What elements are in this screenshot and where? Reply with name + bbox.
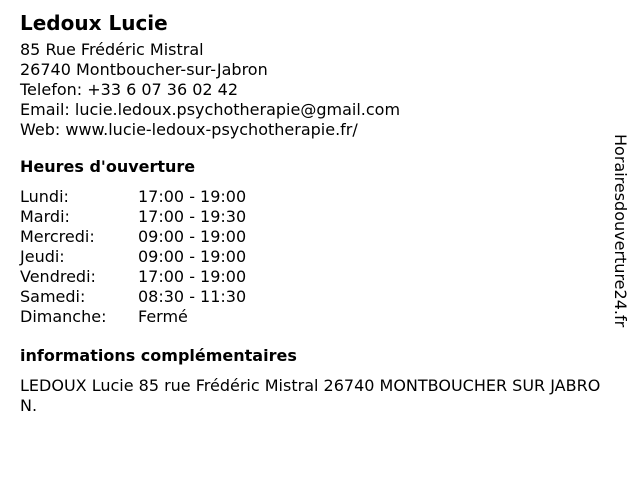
day-label: Mardi:	[20, 207, 70, 226]
hours-row-sunday	[20, 307, 620, 327]
time-value: 17:00 - 19:00	[138, 187, 247, 206]
time-value: 09:00 - 19:00	[138, 247, 247, 266]
email-line: Email: lucie.ledoux.psychotherapie@gmail.com	[20, 100, 401, 119]
hours-row-wednesday	[20, 227, 620, 247]
day-label: Samedi:	[20, 287, 86, 306]
day-label: Dimanche:	[20, 307, 107, 326]
time-value: 08:30 - 11:30	[138, 287, 247, 306]
address-city: 26740 Montboucher-sur-Jabron	[20, 60, 268, 79]
time-value: 17:00 - 19:00	[138, 267, 247, 286]
day-label: Mercredi:	[20, 227, 95, 246]
time-value: 17:00 - 19:30	[138, 207, 247, 226]
hours-row-tuesday	[20, 207, 620, 227]
day-label: Vendredi:	[20, 267, 96, 286]
hours-title: Heures d'ouverture	[20, 157, 196, 176]
info-title: informations complémentaires	[20, 346, 297, 365]
info-text: LEDOUX Lucie 85 rue Frédéric Mistral 26740 MONTBOUCHER SUR JABRON.	[20, 376, 601, 415]
hours-row-friday	[20, 267, 620, 287]
address-street: 85 Rue Frédéric Mistral	[20, 40, 204, 59]
business-card	[20, 9, 620, 416]
hours-row-saturday	[20, 287, 620, 307]
business-name: Ledoux Lucie	[20, 11, 168, 35]
time-value: Fermé	[138, 307, 188, 326]
hours-table	[20, 187, 620, 327]
time-value: 09:00 - 19:00	[138, 227, 247, 246]
day-label: Jeudi:	[20, 247, 65, 266]
web-line: Web: www.lucie-ledoux-psychotherapie.fr/	[20, 120, 358, 139]
day-label: Lundi:	[20, 187, 69, 206]
site-watermark: Horairesdouverture24.fr	[611, 134, 630, 328]
phone-line: Telefon: +33 6 07 36 02 42	[20, 80, 239, 99]
hours-row-monday	[20, 187, 620, 207]
hours-row-thursday	[20, 247, 620, 267]
